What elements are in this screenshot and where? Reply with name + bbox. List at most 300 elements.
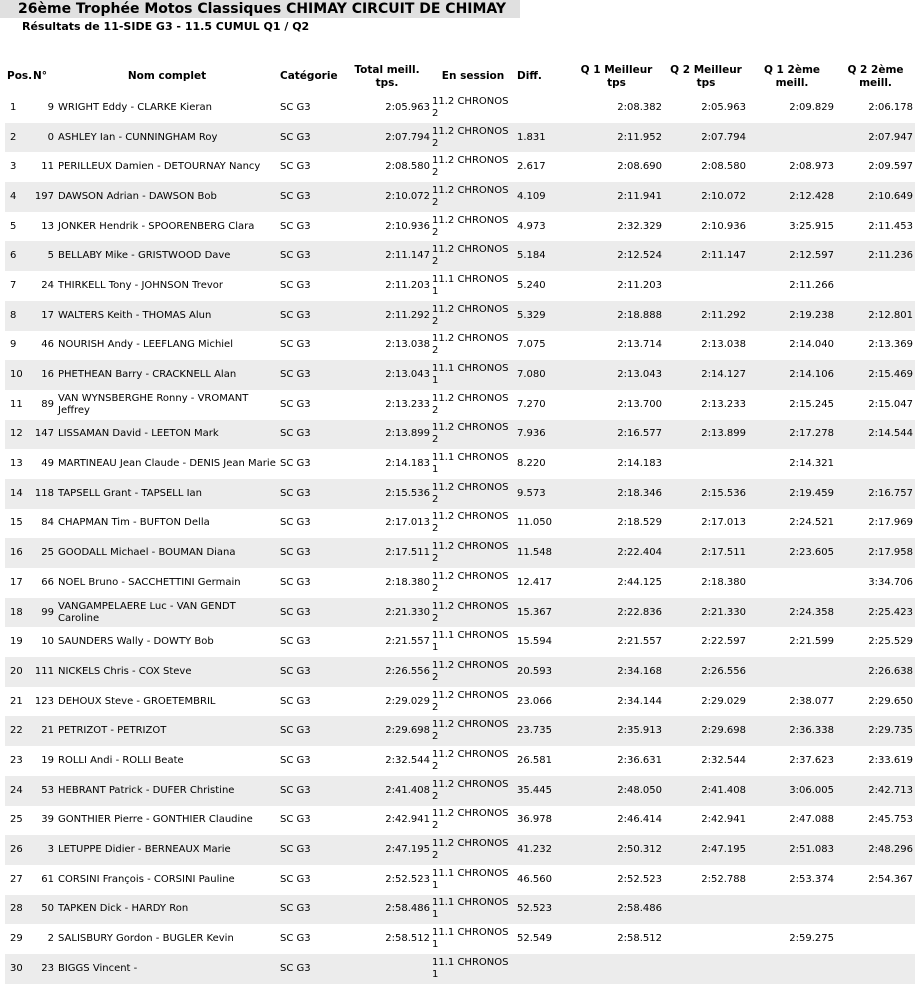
cell-name: WALTERS Keith - THOMAS Alun [56, 301, 278, 331]
cell-q1-second: 2:17.278 [748, 420, 836, 450]
cell-name: ASHLEY Ian - CUNNINGHAM Roy [56, 123, 278, 153]
cell-number: 49 [41, 458, 54, 470]
cell-name: THIRKELL Tony - JOHNSON Trevor [58, 279, 223, 291]
cell-pos: 30 [5, 954, 31, 984]
cell-total: 2:29.698 [343, 716, 431, 746]
cell-number: 10 [41, 636, 54, 648]
cell-category: SC G3 [280, 279, 311, 291]
cell-pos: 19 [10, 636, 23, 648]
cell-name: LETUPPE Didier - BERNEAUX Marie [56, 835, 278, 865]
cell-total: 2:10.936 [385, 220, 430, 232]
col-pos: Pos. [7, 70, 33, 82]
cell-diff: 7.936 [515, 420, 569, 450]
cell-q1-second: 2:37.623 [789, 754, 834, 766]
cell-diff: 11.548 [515, 538, 569, 568]
cell-q1-second: 2:24.521 [789, 517, 834, 529]
cell-number: 61 [41, 873, 54, 885]
cell-pos: 22 [5, 716, 31, 746]
cell-name: GOODALL Michael - BOUMAN Diana [56, 538, 278, 568]
results-table [5, 60, 915, 984]
cell-total: 2:13.038 [385, 339, 430, 351]
cell-category: SC G3 [280, 220, 311, 232]
cell-number: 2 [47, 933, 54, 945]
table-row [5, 627, 915, 657]
cell-q2-second: 2:45.753 [868, 814, 913, 826]
cell-q1-second: 2:11.266 [789, 279, 834, 291]
cell-q1-best: 2:50.312 [569, 835, 664, 865]
cell-number: 24 [41, 279, 54, 291]
cell-q2-best: 2:32.544 [701, 754, 746, 766]
cell-q1-second [748, 657, 836, 687]
cell-q2-best: 2:08.580 [701, 161, 746, 173]
cell-number: 123 [34, 695, 54, 707]
cell-q1-second [748, 568, 836, 598]
cell-category: SC G3 [280, 754, 311, 766]
cell-q2-second [836, 924, 915, 954]
cell-pos: 27 [10, 873, 23, 885]
cell-q1-best: 2:13.043 [569, 360, 664, 390]
cell-q2-best: 2:29.029 [701, 695, 746, 707]
cell-diff: 20.593 [515, 657, 569, 687]
cell-diff: 4.109 [515, 182, 569, 212]
cell-number: 39 [41, 814, 54, 826]
cell-name: DAWSON Adrian - DAWSON Bob [56, 182, 278, 212]
cell-q2-best [664, 895, 748, 925]
cell-session: 11.2 CHRONOS 2 [431, 420, 515, 450]
cell-session: 11.2 CHRONOS 2 [431, 716, 515, 746]
cell-total: 2:13.899 [343, 420, 431, 450]
cell-q2-best: 2:05.963 [701, 101, 746, 113]
cell-total: 2:41.408 [343, 776, 431, 806]
cell-total: 2:58.512 [385, 933, 430, 945]
col-q2-best: Q 2 Meilleur tps [670, 63, 742, 89]
cell-name: PETRIZOT - PETRIZOT [56, 716, 278, 746]
cell-q2-second: 2:11.453 [868, 220, 913, 232]
table-row [5, 895, 915, 925]
cell-pos: 2 [5, 123, 31, 153]
table-row [5, 568, 915, 598]
cell-pos: 28 [5, 895, 31, 925]
cell-total: 2:13.233 [385, 398, 430, 410]
cell-q1-best: 2:44.125 [617, 576, 662, 588]
cell-name: BELLABY Mike - GRISTWOOD Dave [56, 241, 278, 271]
cell-q2-second: 2:06.178 [868, 101, 913, 113]
cell-number: 9 [47, 101, 54, 113]
cell-name: WRIGHT Eddy - CLARKE Kieran [58, 101, 212, 113]
cell-diff: 41.232 [515, 835, 569, 865]
cell-category: SC G3 [278, 301, 343, 331]
cell-diff: 52.523 [515, 895, 569, 925]
table-row [5, 806, 915, 836]
cell-total: 2:47.195 [343, 835, 431, 865]
cell-session: 11.2 CHRONOS 2 [432, 570, 509, 594]
cell-session: 11.2 CHRONOS 2 [432, 214, 509, 238]
cell-total: 2:18.380 [385, 576, 430, 588]
cell-number: 118 [31, 479, 56, 509]
cell-number: 84 [41, 517, 54, 529]
cell-diff: 15.367 [515, 598, 569, 628]
cell-q2-second: 3:34.706 [868, 576, 913, 588]
col-q1-second: Q 1 2ème meill. [763, 63, 821, 89]
cell-q2-second [836, 954, 915, 984]
cell-q2-second: 2:17.958 [836, 538, 915, 568]
cell-name: PHETHEAN Barry - CRACKNELL Alan [56, 360, 278, 390]
cell-q2-second: 2:07.947 [836, 123, 915, 153]
cell-total: 2:10.072 [343, 182, 431, 212]
cell-q1-best: 2:16.577 [569, 420, 664, 450]
cell-diff: 7.080 [515, 360, 569, 390]
cell-q1-best: 2:11.203 [617, 279, 662, 291]
cell-number: 46 [41, 339, 54, 351]
cell-diff: 46.560 [517, 873, 552, 885]
cell-q1-best: 2:11.941 [569, 182, 664, 212]
cell-total: 2:58.486 [343, 895, 431, 925]
cell-diff: 35.445 [515, 776, 569, 806]
table-row [5, 598, 915, 628]
cell-q1-second: 3:06.005 [748, 776, 836, 806]
cell-pos: 7 [10, 279, 17, 291]
cell-q2-second: 2:09.597 [868, 161, 913, 173]
cell-total: 2:26.556 [343, 657, 431, 687]
col-category: Catégorie [280, 70, 338, 82]
col-diff: Diff. [517, 70, 542, 82]
cell-total: 2:15.536 [343, 479, 431, 509]
cell-number: 23 [31, 954, 56, 984]
cell-category: SC G3 [278, 657, 343, 687]
cell-category: SC G3 [280, 873, 311, 885]
cell-pos: 23 [10, 754, 23, 766]
cell-name: SALISBURY Gordon - BUGLER Kevin [58, 933, 234, 945]
cell-pos: 21 [10, 695, 23, 707]
cell-category: SC G3 [278, 954, 343, 984]
table-row [5, 93, 915, 123]
cell-total: 2:42.941 [385, 814, 430, 826]
cell-category: SC G3 [280, 576, 311, 588]
cell-q1-second: 2:24.358 [748, 598, 836, 628]
cell-pos: 18 [5, 598, 31, 628]
cell-q2-best: 2:47.195 [664, 835, 748, 865]
cell-name: PERILLEUX Damien - DETOURNAY Nancy [58, 161, 261, 173]
cell-session: 11.1 CHRONOS 1 [432, 927, 509, 951]
cell-q2-best [664, 954, 748, 984]
cell-total: 2:17.511 [343, 538, 431, 568]
cell-name: NICKELS Chris - COX Steve [56, 657, 278, 687]
cell-q2-second: 2:11.236 [836, 241, 915, 271]
cell-q1-second: 2:19.238 [748, 301, 836, 331]
cell-q2-best: 2:13.899 [664, 420, 748, 450]
cell-q1-second: 2:47.088 [789, 814, 834, 826]
cell-category: SC G3 [278, 776, 343, 806]
cell-session: 11.2 CHRONOS 2 [431, 657, 515, 687]
cell-q1-best: 2:18.888 [569, 301, 664, 331]
cell-number: 53 [31, 776, 56, 806]
cell-session: 11.2 CHRONOS 2 [431, 598, 515, 628]
col-no: N° [33, 70, 48, 82]
cell-diff: 12.417 [517, 576, 552, 588]
cell-session: 11.2 CHRONOS 2 [432, 689, 509, 713]
cell-q2-best: 2:21.330 [664, 598, 748, 628]
cell-number: 16 [31, 360, 56, 390]
table-row [5, 420, 915, 450]
cell-q1-second: 2:59.275 [789, 933, 834, 945]
cell-session: 11.2 CHRONOS 2 [431, 301, 515, 331]
cell-number: 19 [41, 754, 54, 766]
col-total: Total meill. tps. [354, 63, 420, 89]
cell-q2-best: 2:10.936 [701, 220, 746, 232]
table-row [5, 182, 915, 212]
cell-total: 2:07.794 [343, 123, 431, 153]
cell-session: 11.2 CHRONOS 2 [431, 479, 515, 509]
cell-pos: 1 [10, 101, 17, 113]
cell-q1-best: 2:12.524 [569, 241, 664, 271]
table-row [5, 301, 915, 331]
cell-session: 11.1 CHRONOS 1 [431, 895, 515, 925]
cell-category: SC G3 [280, 101, 311, 113]
cell-number: 197 [31, 182, 56, 212]
table-row [5, 924, 915, 954]
cell-q1-second: 2:12.597 [748, 241, 836, 271]
cell-q1-best: 2:18.529 [617, 517, 662, 529]
cell-q2-best: 2:22.597 [701, 636, 746, 648]
cell-diff: 23.066 [517, 695, 552, 707]
cell-category: SC G3 [280, 517, 311, 529]
cell-number: 3 [31, 835, 56, 865]
cell-q1-second: 2:08.973 [789, 161, 834, 173]
cell-number: 89 [41, 398, 54, 410]
cell-pos: 6 [5, 241, 31, 271]
cell-category: SC G3 [278, 895, 343, 925]
cell-q2-second: 2:54.367 [868, 873, 913, 885]
cell-q1-second: 2:14.040 [789, 339, 834, 351]
cell-q1-second [748, 123, 836, 153]
table-row [5, 212, 915, 242]
cell-q2-best: 2:17.013 [701, 517, 746, 529]
cell-pos: 8 [5, 301, 31, 331]
cell-q1-second: 2:09.829 [789, 101, 834, 113]
cell-category: SC G3 [280, 458, 311, 470]
col-q2-second: Q 2 2ème meill. [847, 63, 904, 89]
cell-name: CORSINI François - CORSINI Pauline [58, 873, 235, 885]
cell-q1-best: 2:08.382 [617, 101, 662, 113]
cell-session: 11.1 CHRONOS 1 [431, 954, 515, 984]
cell-category: SC G3 [278, 420, 343, 450]
cell-session: 11.2 CHRONOS 2 [431, 241, 515, 271]
cell-pos: 4 [5, 182, 31, 212]
col-name: Nom complet [127, 70, 207, 82]
cell-q1-second: 2:38.077 [789, 695, 834, 707]
cell-name: NOEL Bruno - SACCHETTINI Germain [58, 576, 241, 588]
cell-q1-best: 2:21.557 [617, 636, 662, 648]
cell-diff: 5.240 [517, 279, 546, 291]
cell-q1-best [569, 954, 664, 984]
cell-q2-best: 2:52.788 [701, 873, 746, 885]
cell-name: GONTHIER Pierre - GONTHIER Claudine [58, 814, 253, 826]
cell-diff: 9.573 [515, 479, 569, 509]
cell-total: 2:21.557 [385, 636, 430, 648]
cell-session: 11.1 CHRONOS 1 [431, 360, 515, 390]
cell-q1-second: 2:51.083 [748, 835, 836, 865]
cell-category: SC G3 [280, 398, 311, 410]
cell-category: SC G3 [278, 835, 343, 865]
cell-session: 11.2 CHRONOS 2 [431, 123, 515, 153]
cell-total: 2:13.043 [343, 360, 431, 390]
cell-q2-second: 2:17.969 [868, 517, 913, 529]
cell-q2-second: 2:29.735 [836, 716, 915, 746]
table-row [5, 835, 915, 865]
cell-diff: 52.549 [517, 933, 552, 945]
cell-q2-second [836, 895, 915, 925]
cell-category: SC G3 [278, 182, 343, 212]
cell-q2-best: 2:29.698 [664, 716, 748, 746]
cell-session: 11.2 CHRONOS 2 [431, 182, 515, 212]
cell-name: HEBRANT Patrick - DUFER Christine [56, 776, 278, 806]
cell-q2-second: 2:25.529 [868, 636, 913, 648]
cell-pos: 13 [10, 458, 23, 470]
cell-number: 25 [31, 538, 56, 568]
cell-session: 11.1 CHRONOS 1 [432, 273, 509, 297]
cell-pos: 14 [5, 479, 31, 509]
cell-q1-best: 2:22.836 [569, 598, 664, 628]
cell-pos: 26 [5, 835, 31, 865]
cell-number: 66 [41, 576, 54, 588]
cell-diff: 5.329 [515, 301, 569, 331]
cell-number: 50 [31, 895, 56, 925]
cell-category: SC G3 [278, 598, 343, 628]
cell-q2-best: 2:13.233 [701, 398, 746, 410]
table-row [5, 449, 915, 479]
cell-category: SC G3 [278, 241, 343, 271]
cell-diff: 15.594 [517, 636, 552, 648]
cell-pos: 3 [10, 161, 17, 173]
cell-q2-second: 2:29.650 [868, 695, 913, 707]
cell-total: 2:17.013 [385, 517, 430, 529]
cell-q2-best: 2:26.556 [664, 657, 748, 687]
table-row [5, 716, 915, 746]
cell-total: 2:11.147 [343, 241, 431, 271]
cell-q1-best: 2:52.523 [617, 873, 662, 885]
cell-q2-best: 2:11.147 [664, 241, 748, 271]
cell-name: SAUNDERS Wally - DOWTY Bob [58, 636, 214, 648]
cell-pos: 11 [10, 398, 23, 410]
cell-q2-best: 2:10.072 [664, 182, 748, 212]
cell-name: ROLLI Andi - ROLLI Beate [58, 754, 184, 766]
cell-pos: 5 [10, 220, 17, 232]
cell-diff: 36.978 [517, 814, 552, 826]
cell-diff: 8.220 [517, 458, 546, 470]
cell-q1-best: 2:08.690 [617, 161, 662, 173]
cell-total: 2:21.330 [343, 598, 431, 628]
cell-category: SC G3 [278, 538, 343, 568]
header-row [5, 60, 915, 93]
cell-category: SC G3 [280, 636, 311, 648]
table-row [5, 538, 915, 568]
cell-diff [515, 93, 569, 123]
cell-pos: 24 [5, 776, 31, 806]
cell-name: DEHOUX Steve - GROETEMBRIL [58, 695, 216, 707]
cell-q1-best: 2:36.631 [617, 754, 662, 766]
cell-q1-best: 2:34.168 [569, 657, 664, 687]
cell-q1-second: 2:12.428 [748, 182, 836, 212]
cell-diff: 4.973 [517, 220, 546, 232]
cell-session: 11.2 CHRONOS 2 [432, 392, 509, 416]
cell-diff: 7.270 [517, 398, 546, 410]
cell-q2-second [836, 271, 915, 301]
cell-total: 2:14.183 [385, 458, 430, 470]
cell-q2-best [664, 449, 748, 479]
cell-number: 99 [31, 598, 56, 628]
cell-q2-best [664, 924, 748, 954]
cell-q2-best: 2:15.536 [664, 479, 748, 509]
cell-category: SC G3 [280, 695, 311, 707]
cell-pos: 15 [10, 517, 23, 529]
cell-q2-best: 2:07.794 [664, 123, 748, 153]
cell-total: 2:11.203 [385, 279, 430, 291]
cell-number: 11 [41, 161, 54, 173]
cell-q1-best: 2:22.404 [569, 538, 664, 568]
cell-name: CHAPMAN Tim - BUFTON Della [58, 517, 210, 529]
table-row [5, 776, 915, 806]
cell-session: 11.2 CHRONOS 2 [431, 538, 515, 568]
cell-category: SC G3 [278, 479, 343, 509]
cell-q2-second: 2:16.757 [836, 479, 915, 509]
cell-q1-best: 2:13.700 [617, 398, 662, 410]
cell-q1-second: 2:23.605 [748, 538, 836, 568]
cell-session: 11.2 CHRONOS 2 [431, 835, 515, 865]
cell-name: LISSAMAN David - LEETON Mark [56, 420, 278, 450]
table-row [5, 746, 915, 776]
cell-q1-best: 2:18.346 [569, 479, 664, 509]
col-session: En session [441, 70, 505, 82]
cell-q2-best: 2:18.380 [701, 576, 746, 588]
cell-q1-second [748, 895, 836, 925]
cell-q1-second: 2:14.321 [789, 458, 834, 470]
cell-q1-second: 3:25.915 [789, 220, 834, 232]
cell-session: 11.1 CHRONOS 1 [432, 452, 509, 476]
cell-q2-second [836, 449, 915, 479]
cell-q1-second: 2:36.338 [748, 716, 836, 746]
table-row [5, 152, 915, 182]
cell-session: 11.2 CHRONOS 2 [432, 808, 509, 832]
cell-total [343, 954, 431, 984]
cell-pos: 16 [5, 538, 31, 568]
cell-q1-best: 2:35.913 [569, 716, 664, 746]
cell-pos: 10 [5, 360, 31, 390]
cell-number: 21 [31, 716, 56, 746]
cell-q2-second: 2:42.713 [836, 776, 915, 806]
cell-q2-second: 2:26.638 [836, 657, 915, 687]
cell-total: 2:11.292 [343, 301, 431, 331]
cell-q2-second: 2:13.369 [868, 339, 913, 351]
cell-name: TAPKEN Dick - HARDY Ron [56, 895, 278, 925]
table-row [5, 954, 915, 984]
cell-pos: 17 [10, 576, 23, 588]
cell-q2-best: 2:41.408 [664, 776, 748, 806]
cell-diff: 7.075 [517, 339, 546, 351]
table-row [5, 479, 915, 509]
cell-q1-second: 2:19.459 [748, 479, 836, 509]
cell-q1-best: 2:48.050 [569, 776, 664, 806]
cell-name: NOURISH Andy - LEEFLANG Michiel [58, 339, 233, 351]
cell-name: VANGAMPELAERE Luc - VAN GENDT Caroline [56, 598, 278, 628]
cell-q2-second: 2:33.619 [868, 754, 913, 766]
cell-diff: 5.184 [515, 241, 569, 271]
cell-category: SC G3 [280, 161, 311, 173]
cell-category: SC G3 [278, 360, 343, 390]
cell-q2-second: 2:48.296 [836, 835, 915, 865]
cell-name: TAPSELL Grant - TAPSELL Ian [56, 479, 278, 509]
cell-session: 11.1 CHRONOS 1 [432, 867, 509, 891]
table-row [5, 657, 915, 687]
